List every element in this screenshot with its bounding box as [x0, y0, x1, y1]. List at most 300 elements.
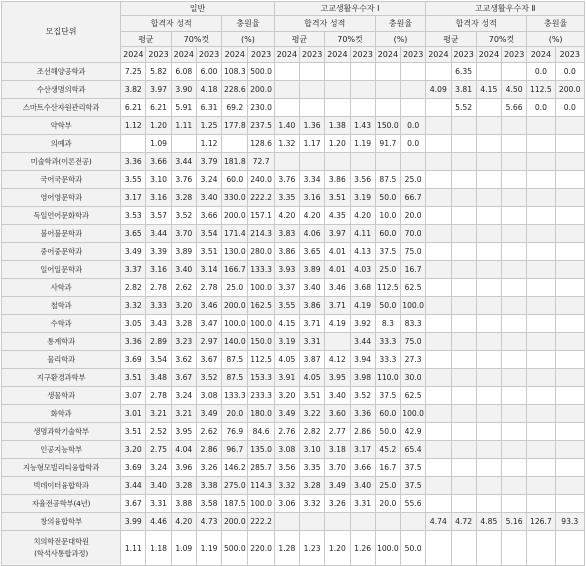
data-cell [555, 459, 584, 477]
data-cell: 100.0 [401, 297, 426, 315]
data-cell [555, 351, 584, 369]
table-row [2, 351, 585, 369]
data-cell [555, 531, 584, 566]
data-cell: 55.6 [401, 495, 426, 513]
department-name: 불어불문학과 [2, 225, 121, 243]
department-name: 철학과 [2, 297, 121, 315]
data-cell: 3.33 [146, 297, 171, 315]
data-cell: 4.15 [274, 315, 299, 333]
data-cell: 230.0 [248, 99, 274, 117]
data-cell: 3.51 [300, 387, 325, 405]
data-cell [451, 423, 476, 441]
rate-unit-header: (%) [222, 32, 275, 47]
data-cell [426, 405, 451, 423]
data-cell: 4.50 [502, 81, 527, 99]
data-cell [476, 423, 501, 441]
data-cell: 133.3 [248, 261, 274, 279]
data-cell [502, 351, 527, 369]
data-cell: 4.20 [350, 207, 375, 225]
data-cell [451, 387, 476, 405]
year-header: 2023 [248, 47, 274, 63]
data-cell: 180.0 [248, 405, 274, 423]
data-cell: 3.08 [274, 441, 299, 459]
data-cell: 33.3 [375, 333, 400, 351]
data-cell: 7.25 [121, 63, 146, 81]
data-cell: 4.06 [300, 225, 325, 243]
data-cell: 3.20 [171, 297, 196, 315]
avg-header: 평균 [121, 32, 172, 47]
data-cell: 3.16 [146, 189, 171, 207]
data-cell: 83.3 [401, 315, 426, 333]
data-cell: 4.20 [171, 513, 196, 531]
data-cell: 1.20 [146, 117, 171, 135]
data-cell: 100.0 [222, 315, 248, 333]
data-cell [300, 153, 325, 171]
data-cell: 500.0 [222, 531, 248, 566]
data-cell: 3.35 [274, 189, 299, 207]
rate-header: 충원율 [527, 16, 585, 32]
avg-header: 평균 [274, 32, 325, 47]
data-cell: 3.81 [451, 81, 476, 99]
table-row [2, 369, 585, 387]
department-name: 약학부 [2, 117, 121, 135]
data-cell: 87.5 [375, 171, 400, 189]
data-cell [350, 513, 375, 531]
data-cell: 3.55 [121, 171, 146, 189]
data-cell: 150.0 [375, 117, 400, 135]
data-cell: 3.37 [121, 261, 146, 279]
data-cell [325, 333, 350, 351]
data-cell: 3.69 [121, 459, 146, 477]
department-name: 화학과 [2, 405, 121, 423]
data-cell: 1.19 [196, 531, 221, 566]
data-cell [375, 153, 400, 171]
data-cell [555, 405, 584, 423]
data-cell: 16.7 [375, 459, 400, 477]
data-cell: 214.3 [248, 225, 274, 243]
data-cell: 3.17 [121, 189, 146, 207]
data-cell: 6.21 [146, 99, 171, 117]
data-cell: 153.3 [248, 369, 274, 387]
data-cell: 3.36 [350, 405, 375, 423]
data-cell: 1.40 [274, 117, 299, 135]
data-cell: 3.66 [146, 153, 171, 171]
table-row [2, 225, 585, 243]
data-cell: 3.98 [350, 369, 375, 387]
data-cell: 3.93 [274, 261, 299, 279]
data-cell: 1.43 [350, 117, 375, 135]
table-row [2, 135, 585, 153]
data-cell: 126.7 [527, 513, 555, 531]
table-row [2, 423, 585, 441]
data-cell [300, 81, 325, 99]
data-cell: 4.13 [350, 243, 375, 261]
data-cell: 5.52 [451, 99, 476, 117]
data-cell: 0.0 [401, 135, 426, 153]
department-name: 물리학과 [2, 351, 121, 369]
data-cell: 3.44 [146, 225, 171, 243]
data-cell: 8.3 [375, 315, 400, 333]
data-cell: 157.1 [248, 207, 274, 225]
data-cell: 87.5 [222, 351, 248, 369]
data-cell: 3.24 [196, 171, 221, 189]
data-cell [451, 135, 476, 153]
data-cell: 100.0 [401, 405, 426, 423]
data-cell [502, 279, 527, 297]
data-cell: 1.19 [350, 135, 375, 153]
data-cell [555, 153, 584, 171]
data-cell: 3.22 [300, 405, 325, 423]
data-cell: 3.21 [171, 405, 196, 423]
data-cell: 3.05 [121, 315, 146, 333]
data-cell [527, 495, 555, 513]
department-name: 인공지능학부 [2, 441, 121, 459]
data-cell: 3.60 [325, 405, 350, 423]
data-cell: 75.0 [401, 333, 426, 351]
table-row [2, 297, 585, 315]
data-cell [426, 225, 451, 243]
data-cell [350, 81, 375, 99]
data-cell: 200.0 [248, 81, 274, 99]
cut-header: 70%컷 [325, 32, 376, 47]
data-cell [476, 189, 501, 207]
data-cell [325, 63, 350, 81]
data-cell: 3.49 [274, 405, 299, 423]
department-name: 생물학과 [2, 387, 121, 405]
data-cell [476, 387, 501, 405]
rate-unit-header: (%) [375, 32, 426, 47]
data-cell: 108.3 [222, 63, 248, 81]
data-cell: 280.0 [248, 243, 274, 261]
year-header: 2024 [375, 47, 400, 63]
data-cell: 3.37 [274, 279, 299, 297]
data-cell: 112.5 [527, 81, 555, 99]
data-cell [426, 189, 451, 207]
data-cell: 62.5 [401, 387, 426, 405]
data-cell [476, 135, 501, 153]
data-cell [171, 135, 196, 153]
data-cell: 1.17 [300, 135, 325, 153]
data-cell: 6.35 [451, 63, 476, 81]
data-cell [401, 63, 426, 81]
data-cell: 3.62 [171, 351, 196, 369]
data-cell: 3.07 [121, 387, 146, 405]
data-cell: 72.7 [248, 153, 274, 171]
data-cell [274, 63, 299, 81]
data-cell: 3.91 [274, 369, 299, 387]
data-cell: 3.76 [171, 171, 196, 189]
data-cell [527, 153, 555, 171]
data-cell: 3.32 [300, 495, 325, 513]
table-row [2, 315, 585, 333]
data-cell [476, 153, 501, 171]
data-cell [527, 279, 555, 297]
data-cell: 3.16 [146, 261, 171, 279]
data-cell: 237.5 [248, 117, 274, 135]
data-cell [451, 225, 476, 243]
data-cell [375, 99, 400, 117]
department-name: 중어중문학과 [2, 243, 121, 261]
data-cell [527, 135, 555, 153]
data-cell: 3.65 [300, 243, 325, 261]
department-name: 수학과 [2, 315, 121, 333]
data-cell [502, 441, 527, 459]
data-cell: 5.82 [146, 63, 171, 81]
data-cell [426, 171, 451, 189]
year-header: 2023 [502, 47, 527, 63]
data-cell: 37.5 [375, 243, 400, 261]
data-cell [426, 135, 451, 153]
year-header: 2024 [426, 47, 451, 63]
data-cell: 96.7 [222, 441, 248, 459]
data-cell: 3.23 [171, 333, 196, 351]
data-cell [502, 387, 527, 405]
department-name: 의예과 [2, 135, 121, 153]
data-cell: 3.54 [196, 225, 221, 243]
data-cell: 4.01 [325, 261, 350, 279]
table-row [2, 513, 585, 531]
data-cell: 3.92 [350, 315, 375, 333]
data-cell [401, 81, 426, 99]
department-name: 스마트수산자원관리학과 [2, 99, 121, 117]
data-cell [527, 315, 555, 333]
data-cell: 3.53 [121, 207, 146, 225]
data-cell [476, 243, 501, 261]
year-header: 2024 [527, 47, 555, 63]
data-cell: 3.28 [171, 189, 196, 207]
data-cell: 3.49 [196, 405, 221, 423]
data-cell: 128.6 [248, 135, 274, 153]
year-header: 2023 [146, 47, 171, 63]
data-cell: 1.38 [325, 117, 350, 135]
data-cell: 3.40 [325, 387, 350, 405]
data-cell [527, 405, 555, 423]
data-cell [476, 459, 501, 477]
data-cell [426, 99, 451, 117]
data-cell: 60.0 [375, 225, 400, 243]
data-cell [274, 81, 299, 99]
data-cell [527, 189, 555, 207]
data-cell: 222.2 [248, 513, 274, 531]
data-cell [527, 423, 555, 441]
data-cell: 1.12 [121, 117, 146, 135]
data-cell [350, 99, 375, 117]
data-cell [451, 207, 476, 225]
table-body [2, 63, 585, 566]
data-cell [426, 279, 451, 297]
data-cell: 3.46 [325, 279, 350, 297]
data-cell: 4.20 [274, 207, 299, 225]
department-name-line: (학석사통합과정) [34, 549, 89, 558]
data-cell [476, 495, 501, 513]
data-cell [502, 531, 527, 566]
data-cell: 3.01 [121, 405, 146, 423]
data-cell: 3.70 [325, 459, 350, 477]
data-cell: 3.43 [146, 315, 171, 333]
department-name: 국어국문학과 [2, 171, 121, 189]
data-cell: 3.90 [171, 81, 196, 99]
data-cell [274, 513, 299, 531]
data-cell: 3.95 [325, 369, 350, 387]
table-row [2, 477, 585, 495]
data-cell [555, 495, 584, 513]
data-cell: 3.24 [146, 459, 171, 477]
data-cell: 3.87 [300, 351, 325, 369]
data-cell: 5.66 [502, 99, 527, 117]
data-cell: 3.28 [171, 315, 196, 333]
data-cell [555, 333, 584, 351]
data-cell: 37.5 [401, 477, 426, 495]
data-cell: 3.24 [171, 387, 196, 405]
data-cell [476, 171, 501, 189]
data-cell: 228.6 [222, 81, 248, 99]
table-row [2, 531, 585, 566]
data-cell [555, 135, 584, 153]
data-cell [555, 243, 584, 261]
data-cell: 3.40 [146, 477, 171, 495]
data-cell [451, 189, 476, 207]
table-row [2, 99, 585, 117]
data-cell: 84.6 [248, 423, 274, 441]
data-cell: 110.0 [375, 369, 400, 387]
data-cell [451, 351, 476, 369]
avg-header: 평균 [426, 32, 477, 47]
data-cell: 1.26 [350, 531, 375, 566]
data-cell: 2.82 [300, 423, 325, 441]
data-cell [401, 99, 426, 117]
data-cell: 3.67 [121, 495, 146, 513]
data-cell [476, 477, 501, 495]
department-name: 조선해양공학과 [2, 63, 121, 81]
data-cell [274, 153, 299, 171]
data-cell: 4.01 [325, 243, 350, 261]
data-cell: 2.52 [146, 423, 171, 441]
data-cell: 45.2 [375, 441, 400, 459]
data-cell: 3.99 [121, 513, 146, 531]
data-cell: 30.0 [401, 369, 426, 387]
data-cell: 2.78 [196, 279, 221, 297]
data-cell: 3.47 [196, 315, 221, 333]
data-cell [527, 225, 555, 243]
data-cell: 25.0 [375, 261, 400, 279]
data-cell [555, 423, 584, 441]
data-cell [426, 117, 451, 135]
data-cell [527, 207, 555, 225]
data-cell: 3.86 [300, 297, 325, 315]
data-cell [375, 63, 400, 81]
data-cell: 50.0 [375, 423, 400, 441]
table-row [2, 495, 585, 513]
score-header: 합격자 성적 [274, 16, 375, 32]
data-cell [555, 189, 584, 207]
data-cell: 3.83 [274, 225, 299, 243]
data-cell [222, 135, 248, 153]
data-cell: 3.86 [325, 171, 350, 189]
department-name: 빅데이터융합학과 [2, 477, 121, 495]
data-cell [451, 531, 476, 566]
year-header: 2023 [300, 47, 325, 63]
data-cell [426, 297, 451, 315]
table-row [2, 279, 585, 297]
data-cell: 69.2 [222, 99, 248, 117]
data-cell [476, 207, 501, 225]
data-cell: 181.8 [222, 153, 248, 171]
data-cell: 42.9 [401, 423, 426, 441]
rate-header: 충원율 [375, 16, 426, 32]
data-cell: 100.0 [248, 279, 274, 297]
data-cell [451, 171, 476, 189]
data-cell: 93.3 [555, 513, 584, 531]
data-cell: 3.46 [196, 297, 221, 315]
data-cell: 3.88 [171, 495, 196, 513]
data-cell [476, 405, 501, 423]
table-row [2, 63, 585, 81]
data-cell: 1.09 [171, 531, 196, 566]
department-name: 수산생명의학과 [2, 81, 121, 99]
data-cell [426, 333, 451, 351]
year-header: 2023 [401, 47, 426, 63]
data-cell [502, 495, 527, 513]
data-cell [502, 225, 527, 243]
table-row [2, 81, 585, 99]
data-cell: 6.21 [121, 99, 146, 117]
data-cell: 3.20 [274, 387, 299, 405]
data-cell: 500.0 [248, 63, 274, 81]
data-cell [502, 171, 527, 189]
table-row [2, 441, 585, 459]
data-cell: 3.66 [196, 207, 221, 225]
department-name: 미술학과(이론전공) [2, 153, 121, 171]
department-name: 생명과학기술학부 [2, 423, 121, 441]
department-name: 자율전공학부(4년) [2, 495, 121, 513]
data-cell: 3.14 [196, 261, 221, 279]
data-cell: 1.12 [196, 135, 221, 153]
data-cell: 4.73 [196, 513, 221, 531]
data-cell: 4.72 [451, 513, 476, 531]
data-cell: 3.76 [274, 171, 299, 189]
table-row [2, 261, 585, 279]
data-cell: 3.52 [350, 387, 375, 405]
data-cell: 4.12 [325, 351, 350, 369]
data-cell [555, 225, 584, 243]
data-cell [426, 477, 451, 495]
data-cell [426, 387, 451, 405]
data-cell: 220.0 [248, 531, 274, 566]
department-name: 사학과 [2, 279, 121, 297]
data-cell: 4.74 [426, 513, 451, 531]
data-cell: 3.51 [121, 423, 146, 441]
data-cell [476, 369, 501, 387]
data-cell: 4.05 [274, 351, 299, 369]
data-cell: 76.9 [222, 423, 248, 441]
data-cell [555, 315, 584, 333]
data-cell [502, 369, 527, 387]
data-cell [350, 153, 375, 171]
data-cell: 4.09 [426, 81, 451, 99]
data-cell: 3.97 [146, 81, 171, 99]
data-cell [527, 171, 555, 189]
data-cell: 50.0 [375, 297, 400, 315]
data-cell: 3.32 [121, 297, 146, 315]
table-row [2, 117, 585, 135]
data-cell [375, 81, 400, 99]
data-cell: 3.26 [196, 459, 221, 477]
data-cell: 70.0 [401, 225, 426, 243]
data-cell: 3.06 [274, 495, 299, 513]
data-cell: 0.0 [555, 63, 584, 81]
data-cell: 162.5 [248, 297, 274, 315]
data-cell [451, 279, 476, 297]
